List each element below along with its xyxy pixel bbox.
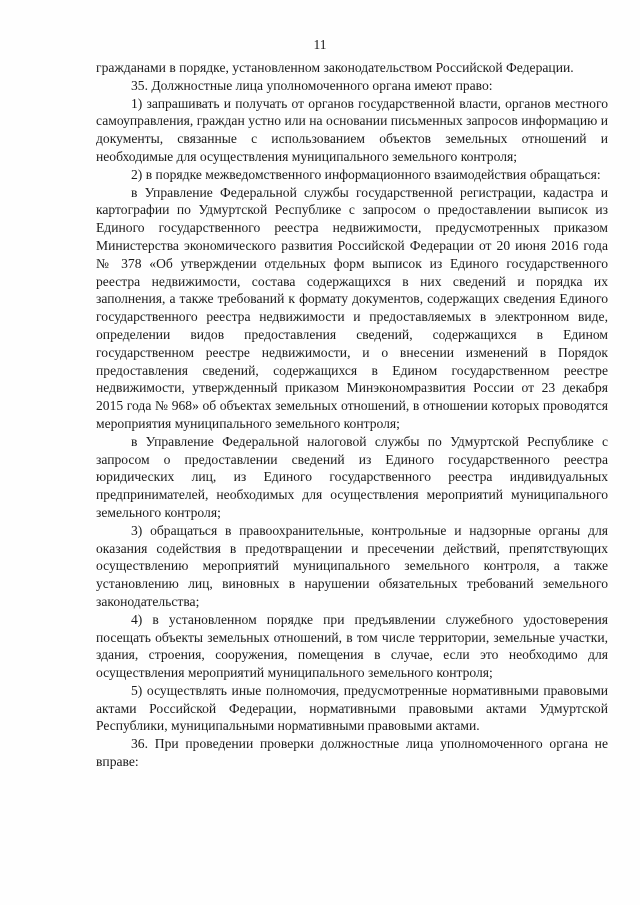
page-number: 11 <box>313 37 327 52</box>
paragraph: 36. При проведении проверки должностные лица уполномоченного органа не вправе: <box>96 736 608 770</box>
paragraph: гражданами в порядке, установленном законодательством Российской Федерации. <box>96 60 574 75</box>
paragraph: 4) в установленном порядке при предъявлении служебного удостоверения посещать объекты земельных отношений, в том числе территории, земельные участки, здания, строения, сооружения, помещения в случае, если это необходимо для осуществления мероприятий муниципального земельного контроля; <box>96 611 608 681</box>
paragraph: 3) обращаться в правоохранительные, контрольные и надзорные органы для оказания содействия в предотвращении и пресечении действий, препятствующих осуществлению мероприятий муниципального земельного контроля, а также установлению лиц, виновных в нарушении обязательных требований земельного законодательства; <box>96 522 608 609</box>
paragraph: 1) запрашивать и получать от органов государственной власти, органов местного самоуправления, граждан устно или на основании письменных запросов информацию и документы, связанные с использованием объектов земельных отношений и необходимые для осуществления муниципального земельного контроля; <box>96 95 608 164</box>
paragraph: 2) в порядке межведомственного информационного взаимодействия обращаться: <box>131 166 601 182</box>
paragraph: 5) осуществлять иные полномочия, предусмотренные нормативными правовыми актами Российской Федерации, нормативными правовыми актами Удмуртской Республики, муниципальными нормативными правовыми актами. <box>96 682 608 734</box>
document-body <box>96 59 608 771</box>
paragraph: в Управление Федеральной налоговой службы по Удмуртской Республике с запросом о предоставлении сведений из Единого государственного реестра юридических лиц, из Единого государственного реестра индивидуальных предпринимателей, необходимых для осуществления мероприятий муниципального земельного контроля; <box>96 433 608 520</box>
paragraph: 35. Должностные лица уполномоченного органа имеют право: <box>131 77 493 93</box>
paragraph: в Управление Федеральной службы государственной регистрации, кадастра и картографии по Удмуртской Республике с запросом о предоставлении выписок из Единого государственного реестра недвижимости, предусмотренных приказом Министерства экономического развития Российской Федерации от 20 июня 2016 года № 378 «Об утверждении отдельных форм выписок из Единого государственного реестра недвижимости, состава содержащихся в них сведений и порядка их заполнения, а также требований к формату документов, содержащих сведения Единого государственного реестра недвижимости и предоставляемых в электронном виде, определении видов предоставления сведений, содержащихся в Едином государственном реестре недвижимости, и о внесении изменений в Порядок предоставления сведений, содержащихся в Едином государственном реестре недвижимости, утвержденный приказом Минэкономразвития России от 23 декабря 2015 года № 968» об объектах земельных отношений, в отношении которых проводятся мероприятия муниципального земельного контроля; <box>96 184 608 431</box>
